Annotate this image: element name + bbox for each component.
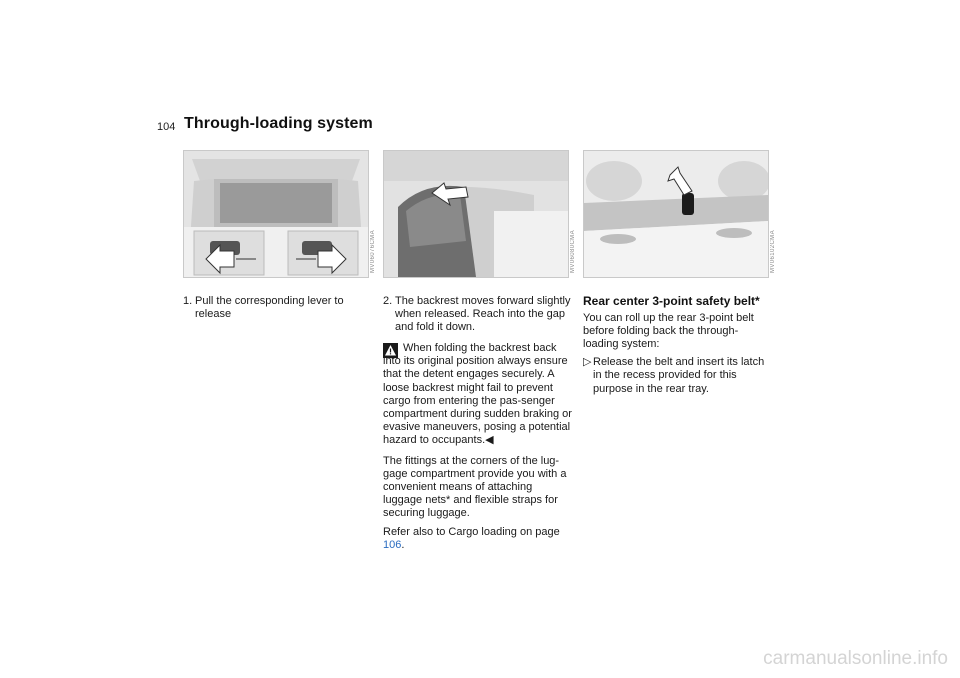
column-2 (383, 295, 573, 557)
column-1 (183, 295, 363, 321)
figure-code: MV06076CMA (370, 230, 376, 274)
bullet-item (583, 356, 773, 395)
step-1 (183, 295, 363, 321)
figure-rear-belt (583, 150, 769, 278)
section-heading: Rear center 3-point safety belt* (583, 294, 760, 308)
watermark: carmanualsonline.info (763, 648, 948, 669)
page-number: 104 (157, 121, 176, 133)
figure-code: MV06080CMA (570, 230, 576, 274)
reference-suffix: . (401, 538, 405, 551)
step-text: The backrest moves forward slightly when released. Reach into the gap and fold it down. (395, 295, 571, 334)
reference-text: Refer also to Cargo loading on page (383, 525, 560, 538)
page-title: Through-loading system (184, 115, 373, 132)
paragraph-intro: You can roll up the rear 3-point belt before folding back the through-loading system: (583, 312, 754, 351)
paragraph-fittings: The fittings at the corners of the lug-gage compartment provide you with a convenient means of attaching luggage nets* and flexible straps for securing luggage. (383, 455, 567, 520)
rear-belt-illustration (584, 151, 768, 277)
step-number: 1. (183, 295, 193, 307)
column-3 (583, 295, 773, 396)
figure-code: MV06102CMA (770, 230, 776, 274)
step-text: Pull the corresponding lever to release (195, 295, 344, 321)
step-number: 2. (383, 295, 393, 307)
bullet-arrow-icon: ▷ (583, 356, 592, 369)
bullet-text: Release the belt and insert its latch in the recess provided for this purpose in the rear tray. (593, 356, 765, 395)
warning-note (383, 342, 573, 447)
backrest-illustration (384, 151, 568, 277)
figure-trunk-levers (183, 150, 369, 278)
trunk-levers-illustration (184, 151, 368, 277)
warning-text: When folding the backrest back into its original position always ensure that the detent engages securely. A loose backrest might fail to prevent cargo from entering the pas-senger compartment during sudden braking or evasive maneuvers, posing a potential hazard to occupants.◀ (383, 342, 572, 446)
step-2 (383, 295, 573, 334)
figure-backrest (383, 150, 569, 278)
paragraph-reference (383, 526, 573, 552)
page-link[interactable]: 106 (383, 538, 402, 551)
